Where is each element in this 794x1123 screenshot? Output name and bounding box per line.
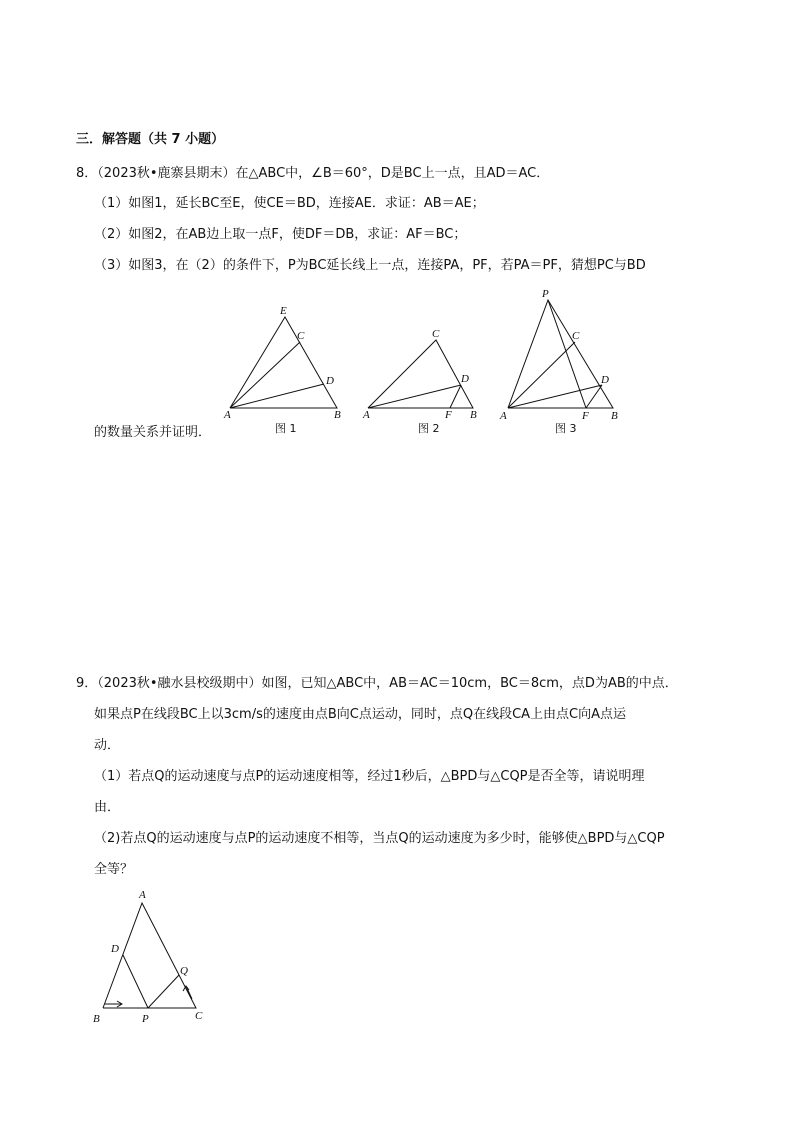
q9-label-b: B	[93, 1013, 100, 1025]
q9-segment-pq	[148, 975, 179, 1008]
q9-figure	[85, 885, 220, 1030]
q9-stem: 9．（2023秋•融水县校级期中）如图，已知△ABC中，AB＝AC＝10cm，BC＝8cm，点D为AB的中点．	[76, 676, 678, 691]
q8-part3-continued: 的数量关系并证明．	[94, 425, 212, 440]
q8-figure-2	[360, 300, 490, 440]
fig1-label-c: C	[297, 330, 305, 342]
q8-part2: （2）如图2，在AB边上取一点F，使DF＝DB，求证：AF＝BC；	[94, 227, 467, 242]
fig2-label-d: D	[461, 373, 469, 385]
fig1-label-d: D	[326, 375, 334, 387]
q9-stem-line3: 动．	[94, 738, 121, 753]
fig2-caption: 图 2	[418, 422, 440, 435]
q9-segment-dp	[123, 955, 148, 1008]
fig1-segment-ad	[230, 384, 324, 408]
section-heading: 三．解答题（共 7 小题）	[76, 132, 225, 147]
fig3-label-c: C	[572, 330, 580, 342]
fig3-label-p: P	[542, 288, 549, 300]
q9-part2: （2)若点Q的运动速度与点P的运动速度不相等，当点Q的运动速度为多少时，能够使△BPD与△CQP	[94, 831, 665, 846]
q8-figure-1	[220, 300, 360, 440]
fig1-label-a: A	[224, 409, 231, 421]
fig1-segment-ac	[230, 342, 300, 408]
fig2-triangle	[368, 340, 473, 408]
fig1-label-b: B	[334, 409, 341, 421]
q9-part1-continued: 由．	[94, 800, 121, 815]
q9-part2-continued: 全等？	[94, 862, 134, 877]
q8-part3: （3）如图3，在（2）的条件下，P为BC延长线上一点，连接PA，PF，若PA＝PF，猜想PC与BD	[94, 258, 646, 273]
fig1-caption: 图 1	[275, 422, 297, 435]
q8-part1: （1）如图1，延长BC至E，使CE＝BD，连接AE．求证：AB＝AE；	[94, 196, 485, 211]
q9-label-d: D	[111, 943, 119, 955]
fig3-segment-ac	[508, 342, 575, 408]
fig3-label-a: A	[500, 410, 507, 422]
fig2-label-f: F	[445, 409, 452, 421]
fig3-label-f: F	[582, 410, 589, 422]
q9-label-q: Q	[180, 965, 188, 977]
q9-label-a: A	[139, 889, 146, 901]
fig1-label-e: E	[280, 305, 287, 317]
q9-triangle	[103, 903, 196, 1008]
fig2-label-c: C	[432, 328, 440, 340]
fig3-label-d: D	[601, 374, 609, 386]
q8-figure-3	[495, 285, 630, 440]
fig2-segment-df	[450, 385, 461, 408]
fig3-label-b: B	[611, 410, 618, 422]
q9-label-p: P	[142, 1013, 149, 1025]
q8-stem: 8．（2023秋•鹿寨县期末）在△ABC中，∠B＝60°，D是BC上一点，且AD＝AC．	[76, 166, 550, 181]
fig3-caption: 图 3	[555, 422, 577, 435]
q9-label-c: C	[195, 1010, 203, 1022]
q9-part1: （1）若点Q的运动速度与点P的运动速度相等，经过1秒后，△BPD与△CQP是否全等，请说明理	[94, 769, 645, 784]
fig2-label-a: A	[363, 409, 370, 421]
q9-stem-line2: 如果点P在线段BC上以3cm/s的速度由点B向C点运动，同时，点Q在线段CA上由点C向A点运	[94, 707, 627, 722]
fig2-segment-ad	[368, 385, 461, 408]
fig2-label-b: B	[470, 409, 477, 421]
